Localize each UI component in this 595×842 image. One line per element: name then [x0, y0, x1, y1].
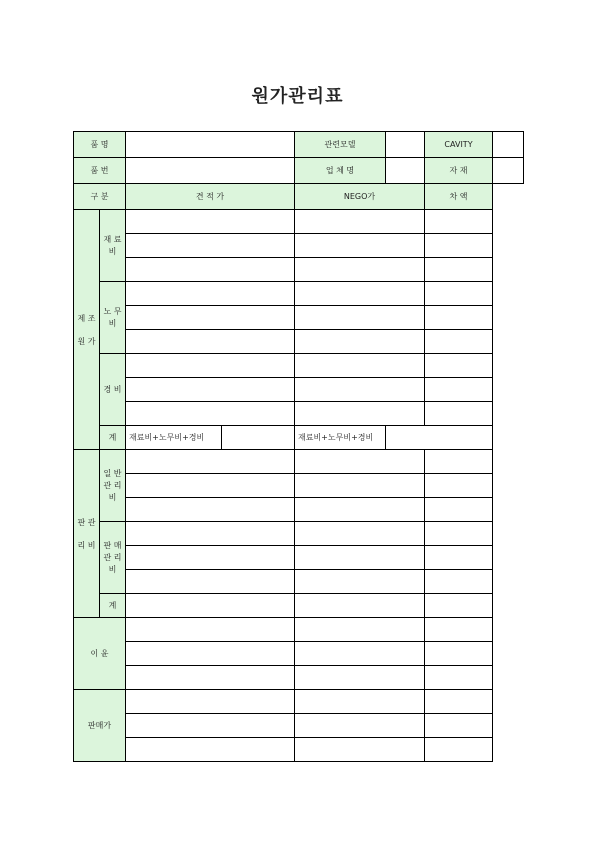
difference-cell[interactable]: [425, 474, 493, 498]
nego-cell[interactable]: [295, 618, 425, 642]
difference-cell[interactable]: [425, 666, 493, 690]
estimate-cell[interactable]: [126, 234, 295, 258]
estimate-formula: 재료비+노무비+경비: [126, 426, 222, 450]
related-model-label: 관련모델: [295, 132, 386, 158]
nego-cell[interactable]: [295, 330, 425, 354]
expense-label: 경 비: [100, 354, 126, 426]
difference-cell[interactable]: [425, 330, 493, 354]
estimate-subtotal-cell[interactable]: [222, 426, 295, 450]
estimate-cell[interactable]: [126, 450, 295, 474]
estimate-header: 견 적 가: [126, 184, 295, 210]
nego-cell[interactable]: [295, 642, 425, 666]
estimate-cell[interactable]: [126, 738, 295, 762]
nego-cell[interactable]: [295, 282, 425, 306]
estimate-cell[interactable]: [126, 258, 295, 282]
nego-cell[interactable]: [295, 306, 425, 330]
difference-cell[interactable]: [425, 234, 493, 258]
difference-cell[interactable]: [425, 570, 493, 594]
estimate-cell[interactable]: [126, 306, 295, 330]
sga-subtotal-label: 계: [100, 594, 126, 618]
difference-cell[interactable]: [425, 498, 493, 522]
page-title: 원가관리표: [251, 86, 344, 107]
sales-admin-label: 판 매 관 리 비: [100, 522, 126, 594]
difference-cell[interactable]: [425, 210, 493, 234]
product-no-label: 품 번: [74, 158, 126, 184]
labor-cost-label: 노 무 비: [100, 282, 126, 354]
company-label: 업 체 명: [295, 158, 386, 184]
related-model-field[interactable]: [386, 132, 425, 158]
difference-cell[interactable]: [425, 378, 493, 402]
difference-cell[interactable]: [425, 690, 493, 714]
difference-cell[interactable]: [425, 546, 493, 570]
nego-cell[interactable]: [295, 354, 425, 378]
estimate-cell[interactable]: [126, 330, 295, 354]
estimate-cell[interactable]: [126, 354, 295, 378]
cavity-field[interactable]: [493, 132, 524, 158]
estimate-cell[interactable]: [126, 570, 295, 594]
difference-cell[interactable]: [425, 738, 493, 762]
difference-cell[interactable]: [425, 354, 493, 378]
difference-cell[interactable]: [425, 306, 493, 330]
category-header: 구 분: [74, 184, 126, 210]
nego-cell[interactable]: [295, 666, 425, 690]
estimate-cell[interactable]: [126, 714, 295, 738]
difference-cell[interactable]: [425, 618, 493, 642]
nego-cell[interactable]: [295, 378, 425, 402]
nego-header: NEGO가: [295, 184, 425, 210]
estimate-cell[interactable]: [126, 210, 295, 234]
general-admin-label: 일 반 관 리 비: [100, 450, 126, 522]
manufacturing-cost-label: 제 조 원 가: [74, 210, 100, 450]
estimate-cell[interactable]: [126, 378, 295, 402]
company-field[interactable]: [386, 158, 425, 184]
nego-cell[interactable]: [295, 738, 425, 762]
difference-cell[interactable]: [425, 258, 493, 282]
nego-cell[interactable]: [295, 546, 425, 570]
estimate-cell[interactable]: [126, 402, 295, 426]
cavity-label: CAVITY: [425, 132, 493, 158]
material-field[interactable]: [493, 158, 524, 184]
nego-cell[interactable]: [295, 258, 425, 282]
nego-cell[interactable]: [295, 498, 425, 522]
estimate-cell[interactable]: [126, 546, 295, 570]
estimate-cell[interactable]: [126, 666, 295, 690]
manufacturing-subtotal-label: 계: [100, 426, 126, 450]
estimate-cell[interactable]: [126, 642, 295, 666]
cost-table: [73, 131, 524, 762]
estimate-cell[interactable]: [126, 522, 295, 546]
nego-cell[interactable]: [295, 594, 425, 618]
nego-cell[interactable]: [295, 234, 425, 258]
nego-cell[interactable]: [295, 474, 425, 498]
product-no-field[interactable]: [126, 158, 295, 184]
material-cost-label: 재 료 비: [100, 210, 126, 282]
sale-price-label: 판매가: [74, 690, 126, 762]
difference-header: 차 액: [425, 184, 493, 210]
nego-cell[interactable]: [295, 210, 425, 234]
nego-cell[interactable]: [295, 402, 425, 426]
material-label: 자 재: [425, 158, 493, 184]
estimate-cell[interactable]: [126, 690, 295, 714]
difference-cell[interactable]: [425, 642, 493, 666]
nego-cell[interactable]: [295, 570, 425, 594]
difference-cell[interactable]: [425, 450, 493, 474]
difference-cell[interactable]: [425, 714, 493, 738]
nego-cell[interactable]: [295, 522, 425, 546]
estimate-cell[interactable]: [126, 594, 295, 618]
nego-cell[interactable]: [295, 690, 425, 714]
nego-subtotal-cell[interactable]: [386, 426, 493, 450]
profit-label: 이 윤: [74, 618, 126, 690]
nego-formula: 재료비+노무비+경비: [295, 426, 386, 450]
product-name-field[interactable]: [126, 132, 295, 158]
difference-cell[interactable]: [425, 522, 493, 546]
difference-cell[interactable]: [425, 282, 493, 306]
estimate-cell[interactable]: [126, 474, 295, 498]
estimate-cell[interactable]: [126, 498, 295, 522]
difference-cell[interactable]: [425, 594, 493, 618]
sga-label: 판 관 리 비: [74, 450, 100, 618]
nego-cell[interactable]: [295, 714, 425, 738]
product-name-label: 품 명: [74, 132, 126, 158]
nego-cell[interactable]: [295, 450, 425, 474]
difference-cell[interactable]: [425, 402, 493, 426]
estimate-cell[interactable]: [126, 618, 295, 642]
estimate-cell[interactable]: [126, 282, 295, 306]
